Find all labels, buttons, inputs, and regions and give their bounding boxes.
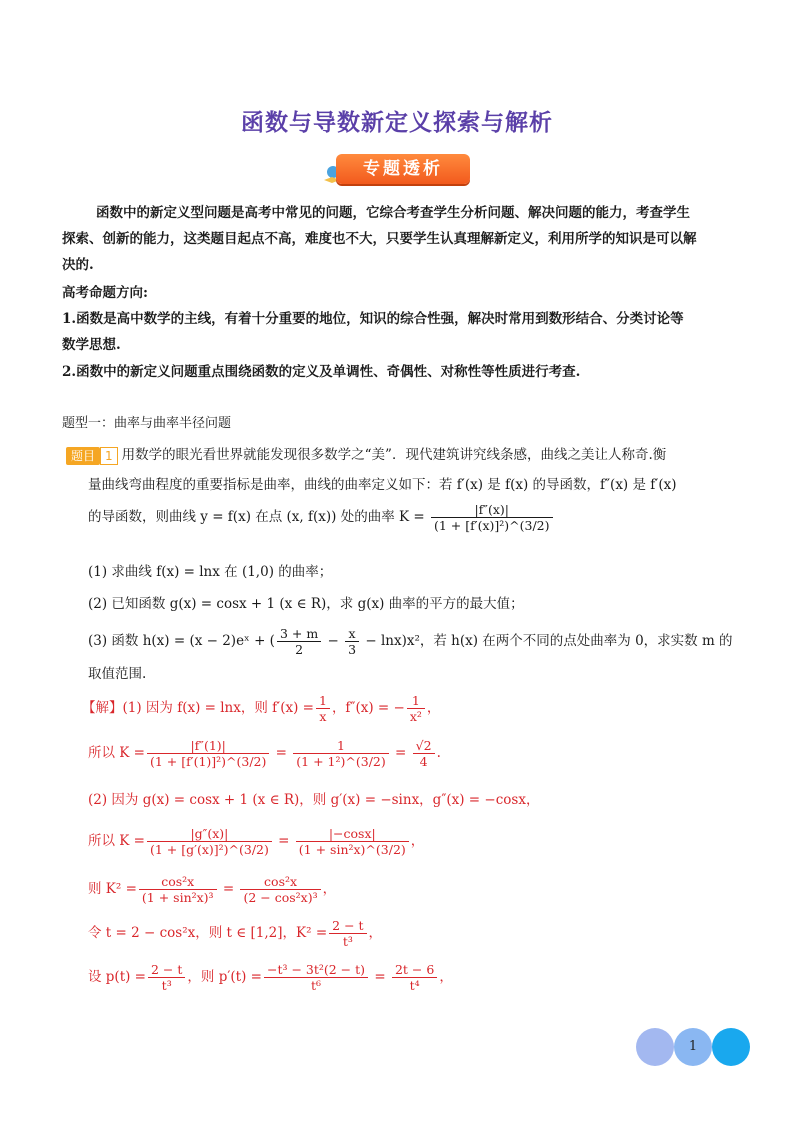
topic-banner [322,152,472,188]
s5-fraction-1: $\frac{\text{cos²x}}{\text{(1 + sin²x)³}}$ [139,874,217,905]
question-3: (3) 函数 h(x) = (x − 2)eˣ + ( $\frac{3 + m}{2}$ − $\frac{x}{3}$ − lnx)x²，若 h(x) 在两个不同的点处曲率为 0，求实数 m 的 [88,626,733,657]
solution-line-7: 设 p(t) = $\frac{2 - t}{\text{t³}}$ ，则 p′(t) = $\frac{\text{−t³ − 3t²(2 − t)}}{\text{t⁶}}$ = $\frac{2t - 6}{\text{t⁴}}$ ， [88,962,453,993]
solution-line-5: 则 K² = $\frac{\text{cos²x}}{\text{(1 + sin²x)³}}$ = $\frac{\text{cos²x}}{\text{(2 − cos²x)³}}$ ， [88,874,337,905]
curvature-definition-text: 的导函数，则曲线 y = f(x) 在点 (x, f(x)) 处的曲率 K = [88,509,425,525]
intro-line-2: 探索、创新的能力，这类题目起点不高，难度也不大，只要学生认真理解新定义，利用所学的知识是可以解 [62,231,697,247]
solution-line-4: 所以 K = $\frac{|g''(x)|}{\text{(1 + [g′(x)]²)\textasciicircum{}(3/2)}}$ = $\frac{|-\cos x|}{\text{(1 + sin²x)\textasciicircum{}(3/2)}}$ ， [88,826,425,857]
s5-fraction-2: $\frac{\text{cos²x}}{\text{(2 − cos²x)³}}$ [240,874,320,905]
intro-line-3: 决的. [62,257,94,273]
s1-fraction-1: $\frac{1}{x}$ [316,693,330,724]
page-number: 1 [688,1039,698,1054]
direction-heading: 高考命题方向: [62,285,148,301]
s7-fraction-3: $\frac{2t - 6}{\text{t⁴}}$ [392,962,437,993]
s2-fraction-3: $\frac{√2}{4}$ [413,738,435,769]
intro-line-1: 函数中的新定义型问题是高考中常见的问题，它综合考查学生分析问题、解决问题的能力，考查学生 [96,205,690,221]
s4-fraction-2: $\frac{|-\cos x|}{\text{(1 + sin²x)\textasciicircum{}(3/2)}}$ [296,826,409,857]
question-3-line-2: 取值范围. [88,666,147,682]
s7-fraction-1: $\frac{2 - t}{\text{t³}}$ [148,962,185,993]
direction-1-line-2: 数学思想. [62,337,121,353]
type1-heading: 题型一：曲率与曲率半径问题 [62,416,232,431]
problem-text-1: 用数学的眼光看世界就能发现很多数学之“美”．现代建筑讲究线条感，曲线之美让人称奇.衡 [121,447,667,463]
solution-line-6: 令 t = 2 − cos²x，则 t ∈ [1,2]，K² = $\frac{2 - t}{\text{t³}}$ ， [88,918,383,949]
s4-fraction-1: $\frac{|g''(x)|}{\text{(1 + [g′(x)]²)\textasciicircum{}(3/2)}}$ [147,826,272,857]
direction-2: 2.函数中的新定义问题重点围绕函数的定义及单调性、奇偶性、对称性等性质进行考查. [62,364,581,380]
solution-line-2: 所以 K = $\frac{|f''(1)|}{\text{(1 + [f′(1)]²)\textasciicircum{}(3/2)}}$ = $\frac{1}{\text{(1 + 1²)\textasciicircum{}(3/2)}}$ = $\frac{√2}{4}$ . [88,738,441,769]
page-badge-circle-right [712,1028,750,1066]
s1-fraction-2: $\frac{1}{\text{x²}}$ [407,693,425,724]
q3-fraction-2: $\frac{x}{3}$ [345,626,359,657]
question-2: (2) 已知函数 g(x) = cosx + 1 (x ∈ R)，求 g(x) 曲率的平方的最大值； [88,596,524,612]
s2-fraction-2: $\frac{1}{\text{(1 + 1²)\textasciicircum{}(3/2)}}$ [293,738,388,769]
curvature-formula: $\frac{|f''(x)|}{\text{(1 + [f′(x)]²)\textasciicircum{}(3/2)}}$ [431,502,553,533]
question-1: (1) 求曲线 f(x) = lnx 在 (1,0) 的曲率； [88,564,333,580]
page-badge-circle-left [636,1028,674,1066]
q3-fraction-1: $\frac{3 + m}{2}$ [277,626,321,657]
banner-label: 专题透析 [363,159,443,179]
s2-fraction-1: $\frac{|f''(1)|}{\text{(1 + [f′(1)]²)\textasciicircum{}(3/2)}}$ [147,738,269,769]
solution-line-3: (2) 因为 g(x) = cosx + 1 (x ∈ R)，则 g′(x) = −sinx，g″(x) = −cosx， [88,792,540,808]
direction-1-line-1: 1.函数是高中数学的主线，有着十分重要的地位，知识的综合性强，解决时常用到数形结合、分类讨论等 [62,311,684,327]
s6-fraction: $\frac{2 - t}{\text{t³}}$ [329,918,366,949]
problem-line-3 [88,502,555,533]
solution-line-1: 【解】(1) 因为 f(x) = lnx，则 f′(x) = $\frac{1}{x}$ ，f″(x) = − $\frac{1}{\text{x²}}$ ， [82,693,441,724]
problem-badge: 题目 [66,447,100,465]
s7-fraction-2: $\frac{\text{−t³ − 3t²(2 − t)}}{\text{t⁶}}$ [264,962,368,993]
problem-number: 1 [100,447,118,465]
page-title: 函数与导数新定义探索与解析 [241,110,553,136]
problem-line-1 [66,445,666,465]
problem-line-2: 量曲线弯曲程度的重要指标是曲率，曲线的曲率定义如下：若 f′(x) 是 f(x) 的导函数，f″(x) 是 f′(x) [88,477,677,493]
